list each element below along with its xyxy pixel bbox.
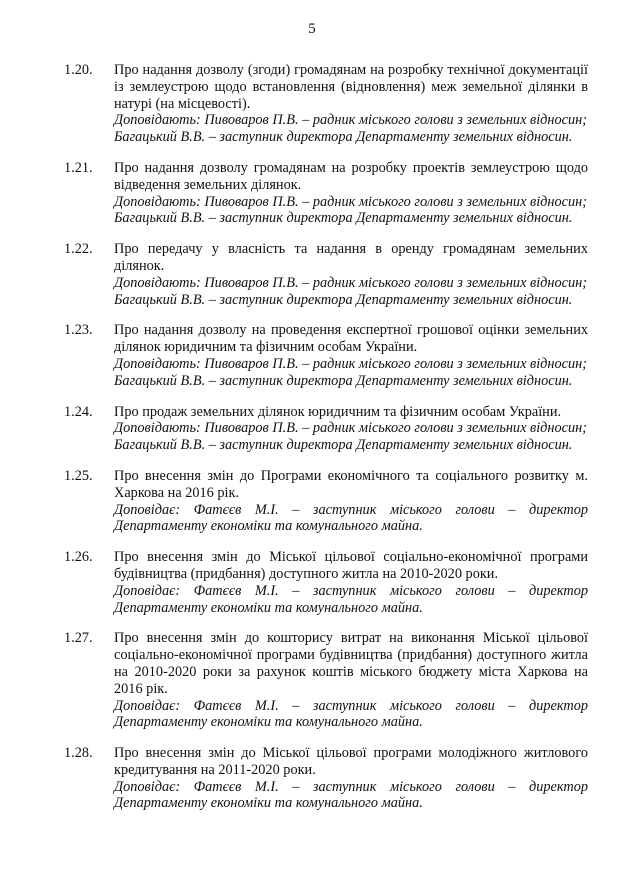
agenda-item-title: Про внесення змін до Міської цільової програми молодіжного житлового кредитування на 2011-2020 роки. <box>114 745 588 778</box>
agenda-item-body <box>114 549 588 616</box>
agenda-item-speaker: Доповідає: Фатєєв М.І. – заступник міського голови – директор Департаменту економіки та комунального майна. <box>114 501 588 535</box>
agenda-item-speaker: Багацький В.В. – заступник директора Департаменту земельних відносин. <box>114 210 573 227</box>
agenda-item-speaker: Доповідають: Пивоваров П.В. – радник міського голови з земельних відносин; <box>114 193 587 210</box>
agenda-item-body <box>114 745 588 812</box>
agenda-item-speaker: Багацький В.В. – заступник директора Департаменту земельних відносин. <box>114 372 573 389</box>
agenda-item <box>64 468 588 535</box>
agenda-item-number: 1.26. <box>64 549 93 566</box>
agenda-item-title: Про передачу у власність та надання в оренду громадянам земельних ділянок. <box>114 241 588 274</box>
agenda-item-body <box>114 160 588 227</box>
agenda-item-number: 1.25. <box>64 467 93 484</box>
agenda-item-speaker: Багацький В.В. – заступник директора Департаменту земельних відносин. <box>114 437 573 454</box>
agenda-item-number: 1.21. <box>64 159 93 176</box>
agenda-item-speaker: Доповідає: Фатєєв М.І. – заступник міського голови – директор Департаменту економіки та комунального майна. <box>114 582 588 616</box>
agenda-item-body <box>114 404 588 454</box>
agenda-item-title: Про внесення змін до Міської цільової соціально-економічної програми будівництва (придбання) доступного житла на 2010-2020 роки. <box>114 549 588 582</box>
agenda-item-title: Про внесення змін до Програми економічного та соціального розвитку м. Харкова на 2016 рік. <box>114 467 588 501</box>
agenda-item-number: 1.20. <box>64 62 93 78</box>
agenda-item <box>64 322 588 389</box>
agenda-item <box>64 745 588 812</box>
agenda-item <box>64 404 588 454</box>
agenda-item-title: Про надання дозволу громадянам на розробку проектів землеустрою щодо відведення земельних ділянок. <box>114 159 588 193</box>
agenda-item <box>64 630 588 731</box>
agenda-item-title: Про надання дозволу (згоди) громадянам на розробку технічної документації із землеустрою щодо встановлення (відновлення) меж земельної ділянки в натурі (на місцевості). <box>114 62 588 112</box>
page-number: 5 <box>308 21 316 37</box>
agenda-list <box>64 62 588 826</box>
agenda-item <box>64 241 588 308</box>
agenda-item-number: 1.22. <box>64 241 93 258</box>
agenda-item-speaker: Багацький В.В. – заступник директора Департаменту земельних відносин. <box>114 129 573 146</box>
agenda-item-body <box>114 630 588 731</box>
agenda-item-body <box>114 468 588 535</box>
agenda-item-speaker: Доповідають: Пивоваров П.В. – радник міського голови з земельних відносин; <box>114 274 587 291</box>
agenda-item-speaker: Доповідає: Фатєєв М.І. – заступник міського голови – директор Департаменту економіки та комунального майна. <box>114 778 588 812</box>
agenda-item-body <box>114 62 588 146</box>
agenda-item-speaker: Доповідає: Фатєєв М.І. – заступник міського голови – директор Департаменту економіки та комунального майна. <box>114 697 588 731</box>
agenda-item-number: 1.27. <box>64 630 93 647</box>
agenda-item <box>64 62 588 146</box>
agenda-item <box>64 549 588 616</box>
agenda-item-speaker: Багацький В.В. – заступник директора Департаменту земельних відносин. <box>114 291 573 308</box>
agenda-item-speaker: Доповідають: Пивоваров П.В. – радник міського голови з земельних відносин; <box>114 112 587 129</box>
agenda-item-number: 1.23. <box>64 322 93 339</box>
agenda-item-title: Про продаж земельних ділянок юридичним та фізичним особам України. <box>114 403 562 420</box>
agenda-item-number: 1.28. <box>64 745 93 762</box>
agenda-item-body <box>114 241 588 308</box>
agenda-item-body <box>114 322 588 389</box>
agenda-item-title: Про внесення змін до кошторису витрат на виконання Міської цільової соціально-економічної програми будівництва (придбання) доступного житла на 2010-2020 роки за рахунок коштів міського бюджету міста Харкова на 2016 рік. <box>114 630 588 697</box>
agenda-item-number: 1.24. <box>64 403 93 420</box>
agenda-item <box>64 160 588 227</box>
agenda-item-title: Про надання дозволу на проведення експертної грошової оцінки земельних ділянок юридичним та фізичним особам України. <box>114 322 588 356</box>
agenda-item-speaker: Доповідають: Пивоваров П.В. – радник міського голови з земельних відносин; <box>114 420 587 437</box>
agenda-item-speaker: Доповідають: Пивоваров П.В. – радник міського голови з земельних відносин; <box>114 355 587 372</box>
